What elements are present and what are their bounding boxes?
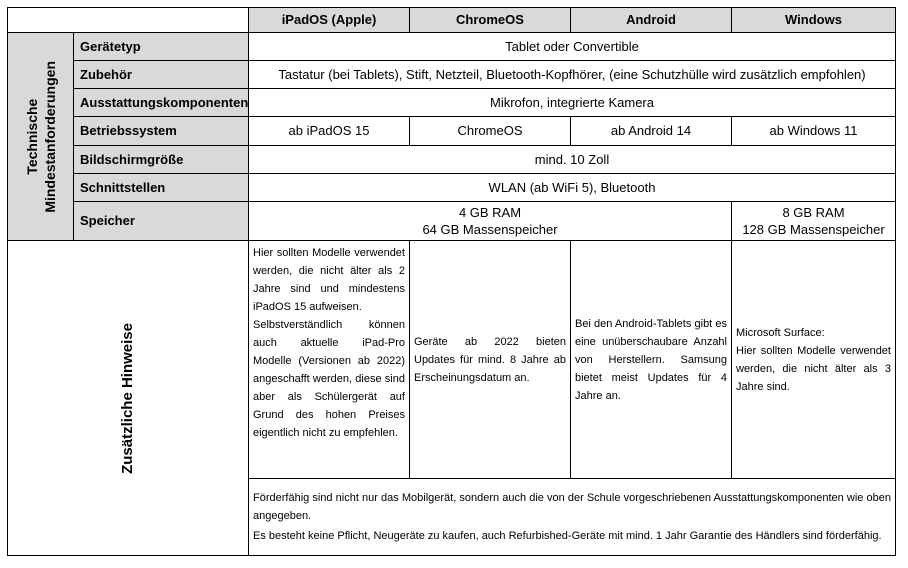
speicher-shared-storage: 64 GB Massenspeicher <box>422 222 558 237</box>
value-betriebssystem-windows: ab Windows 11 <box>731 116 896 146</box>
header-chromeos: ChromeOS <box>409 7 571 33</box>
section-technical-line1: Technische <box>23 98 40 175</box>
row-label-geraetetyp: Gerätetyp <box>73 32 249 61</box>
row-label-ausstattung: Ausstattungskomponenten <box>73 88 249 117</box>
header-ipados: iPadOS (Apple) <box>248 7 410 33</box>
speicher-shared-ram: 4 GB RAM <box>458 205 522 220</box>
note-android <box>570 240 732 479</box>
value-ausstattung: Mikrofon, integrierte Kamera <box>248 88 896 117</box>
note-windows <box>731 240 896 479</box>
value-speicher-shared <box>248 201 732 241</box>
note-ipados <box>248 240 410 479</box>
speicher-windows-storage: 128 GB Massenspeicher <box>742 222 885 237</box>
section-technical-title <box>23 61 59 213</box>
section-technical-line2: Mindestanforderungen <box>41 60 58 213</box>
note-windows-p2: Hier sollten Modelle verwendet werden, die nicht älter als 3 Jahre sind. <box>736 344 891 393</box>
note-ipados-p1: Hier sollten Modelle verwendet werden, die nicht älter als 2 Jahre sind und mindestens iPadOS 15 aufweisen. <box>253 247 405 313</box>
note-footer-p1: Förderfähig sind nicht nur das Mobilgerät, sondern auch die von der Schule vorgeschriebenen Ausstattungskomponenten wie oben angegeben. <box>253 492 891 522</box>
value-betriebssystem-android: ab Android 14 <box>570 116 732 146</box>
section-technical-requirements <box>7 32 74 241</box>
note-chromeos-text: Geräte ab 2022 bieten Updates für mind. 8 Jahre ab Erscheinungsdatum an. <box>414 335 566 384</box>
note-android-text: Bei den Android-Tablets gibt es eine unüberschaubare Anzahl von Herstellern. Samsung bietet meist Updates für 4 Jahre an. <box>575 317 727 402</box>
value-betriebssystem-ipados: ab iPadOS 15 <box>248 116 410 146</box>
row-label-bildschirm: Bildschirmgröße <box>73 145 249 174</box>
requirements-table <box>7 7 896 556</box>
value-schnittstellen: WLAN (ab WiFi 5), Bluetooth <box>248 173 896 202</box>
row-label-betriebssystem: Betriebssystem <box>73 116 249 146</box>
value-betriebssystem-chromeos: ChromeOS <box>409 116 571 146</box>
value-speicher-windows <box>731 201 896 241</box>
note-chromeos <box>409 240 571 479</box>
header-android: Android <box>570 7 732 33</box>
value-bildschirm: mind. 10 Zoll <box>248 145 896 174</box>
speicher-windows-ram: 8 GB RAM <box>782 205 845 220</box>
note-footer <box>248 478 896 556</box>
note-footer-p2: Es besteht keine Pflicht, Neugeräte zu kaufen, auch Refurbished-Geräte mit mind. 1 Jahr Garantie des Händlers sind förderfähig. <box>253 530 882 542</box>
value-geraetetyp: Tablet oder Convertible <box>248 32 896 61</box>
row-label-speicher: Speicher <box>73 201 249 241</box>
value-zubehoer: Tastatur (bei Tablets), Stift, Netzteil, Bluetooth-Kopfhörer, (eine Schutzhülle wird zusätzlich empfohlen) <box>248 60 896 89</box>
header-windows: Windows <box>731 7 896 33</box>
note-windows-p1: Microsoft Surface: <box>736 326 825 339</box>
section-notes-title: Zusätzliche Hinweise <box>119 322 136 474</box>
note-ipados-p2: Selbstverständlich können auch aktuelle iPad-Pro Modelle (Versionen ab 2022) angeschafft werden, diese sind aber als Schülergerät auf Grund des hohen Preises eigentlich nicht zu empfehlen. <box>253 319 405 439</box>
row-label-zubehoer: Zubehör <box>73 60 249 89</box>
row-label-schnittstellen: Schnittstellen <box>73 173 249 202</box>
section-additional-notes <box>7 240 249 556</box>
corner-empty-cell <box>7 7 249 33</box>
